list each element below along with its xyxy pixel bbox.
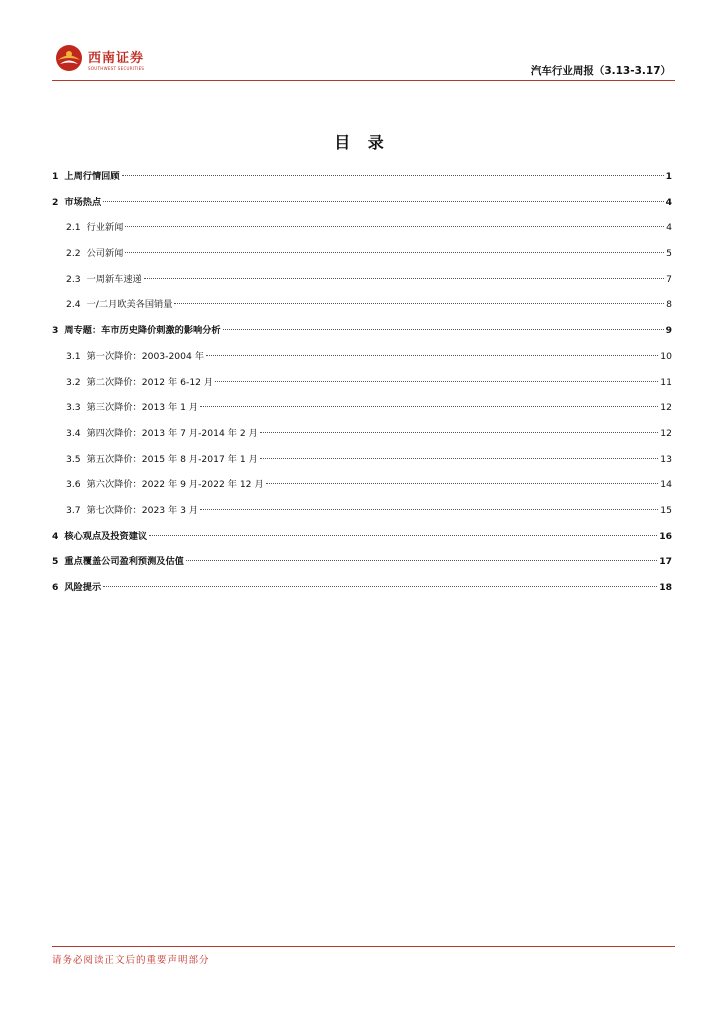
toc-entry[interactable] xyxy=(52,579,672,605)
toc-entry[interactable] xyxy=(52,168,672,194)
toc-entry-title: 公司新闻 xyxy=(86,248,124,260)
toc-entry-number: 3.1 xyxy=(66,350,81,362)
toc-dot-leader xyxy=(103,586,657,587)
toc-entry-number: 3.5 xyxy=(66,453,81,465)
toc-dot-leader xyxy=(200,406,658,407)
toc-dot-leader xyxy=(266,483,659,484)
logo-emblem-icon xyxy=(54,43,84,73)
toc-entry-page: 12 xyxy=(660,402,672,414)
toc-entry[interactable] xyxy=(52,553,672,579)
toc-entry-page: 17 xyxy=(659,556,672,568)
toc-entry-page: 11 xyxy=(660,376,672,388)
toc-entry-number: 3.7 xyxy=(66,504,81,516)
toc-entry-title: 上周行情回顾 xyxy=(64,171,120,182)
toc-entry-title: 第二次降价：2012 年 6-12 月 xyxy=(86,376,214,388)
toc-entry-page: 9 xyxy=(665,325,672,337)
toc-entry-number: 1 xyxy=(52,171,59,182)
toc-dot-leader xyxy=(103,201,663,202)
page-header xyxy=(52,38,675,82)
toc-dot-leader xyxy=(186,560,657,561)
toc-dot-leader xyxy=(149,535,657,536)
toc-entry-number: 5 xyxy=(52,556,59,568)
toc-entry[interactable] xyxy=(52,322,672,348)
toc-entry[interactable] xyxy=(52,348,672,374)
toc-entry-number: 4 xyxy=(52,530,59,542)
toc-entry-page: 4 xyxy=(665,196,672,208)
toc-dot-leader xyxy=(125,252,664,253)
toc-entry[interactable] xyxy=(52,296,672,322)
toc-entry-number: 3.6 xyxy=(66,479,81,491)
toc-entry-title: 行业新闻 xyxy=(86,222,124,234)
toc-dot-leader xyxy=(125,226,664,227)
toc-entry-title: 市场热点 xyxy=(64,196,102,208)
toc-entry-title: 风险提示 xyxy=(64,582,102,593)
toc-entry-page: 7 xyxy=(666,273,672,285)
toc-entry-page: 16 xyxy=(659,530,672,542)
toc-entry-number: 6 xyxy=(52,582,59,593)
toc-dot-leader xyxy=(260,458,659,459)
toc-dot-leader xyxy=(122,175,664,176)
toc-entry-number: 3.3 xyxy=(66,402,81,414)
header-divider xyxy=(52,80,675,81)
toc-entry[interactable] xyxy=(52,245,672,271)
footer-divider xyxy=(52,946,675,947)
toc-entry-number: 2 xyxy=(52,196,59,208)
toc-entry-number: 3 xyxy=(52,325,59,337)
toc-entry[interactable] xyxy=(52,194,672,220)
toc-dot-leader xyxy=(174,303,664,304)
logo-name-en: SOUTHWEST SECURITIES xyxy=(88,66,145,71)
toc-entry-page: 18 xyxy=(659,582,672,593)
toc-entry-title: 第五次降价：2015 年 8 月-2017 年 1 月 xyxy=(86,453,258,465)
toc-dot-leader xyxy=(223,329,664,330)
table-of-contents xyxy=(52,168,672,605)
toc-dot-leader xyxy=(200,509,658,510)
toc-heading: 目 录 xyxy=(334,133,390,152)
toc-entry[interactable] xyxy=(52,219,672,245)
toc-entry-page: 4 xyxy=(666,222,672,234)
toc-entry-title: 第七次降价：2023 年 3 月 xyxy=(86,504,199,516)
toc-entry-title: 第三次降价：2013 年 1 月 xyxy=(86,402,199,414)
toc-entry-number: 2.2 xyxy=(66,248,81,260)
toc-dot-leader xyxy=(215,381,658,382)
toc-entry-title: 重点覆盖公司盈利预测及估值 xyxy=(64,556,184,568)
toc-entry[interactable] xyxy=(52,451,672,477)
toc-entry-title: 第一次降价：2003-2004 年 xyxy=(86,350,204,362)
toc-entry[interactable] xyxy=(52,374,672,400)
footer-disclaimer: 请务必阅读正文后的重要声明部分 xyxy=(52,955,210,966)
toc-entry[interactable] xyxy=(52,399,672,425)
toc-entry-page: 14 xyxy=(660,479,672,491)
toc-entry-number: 2.3 xyxy=(66,273,81,285)
toc-entry-title: 一/二月欧美各国销量 xyxy=(86,299,173,311)
toc-entry[interactable] xyxy=(52,528,672,554)
toc-entry[interactable] xyxy=(52,425,672,451)
toc-entry-title: 核心观点及投资建议 xyxy=(64,530,148,542)
toc-entry[interactable] xyxy=(52,476,672,502)
toc-entry-page: 10 xyxy=(660,350,672,362)
toc-dot-leader xyxy=(260,432,659,433)
toc-entry-number: 2.1 xyxy=(66,222,81,234)
toc-entry-page: 13 xyxy=(660,453,672,465)
toc-entry-number: 3.4 xyxy=(66,427,81,439)
toc-entry-title: 一周新车速递 xyxy=(86,273,142,285)
toc-entry-title: 第四次降价：2013 年 7 月-2014 年 2 月 xyxy=(86,427,258,439)
toc-entry[interactable] xyxy=(52,502,672,528)
toc-entry-number: 3.2 xyxy=(66,376,81,388)
report-title: 汽车行业周报（3.13-3.17） xyxy=(530,65,671,77)
toc-entry-title: 第六次降价：2022 年 9 月-2022 年 12 月 xyxy=(86,479,264,491)
toc-entry-page: 15 xyxy=(660,504,672,516)
toc-dot-leader xyxy=(206,355,658,356)
toc-entry-page: 1 xyxy=(665,171,672,182)
toc-entry[interactable] xyxy=(52,271,672,297)
toc-entry-number: 2.4 xyxy=(66,299,81,311)
toc-entry-page: 5 xyxy=(666,248,672,260)
toc-entry-title: 周专题：车市历史降价刺激的影响分析 xyxy=(64,325,221,337)
toc-entry-page: 8 xyxy=(666,299,672,311)
logo-name-cn: 西南证券 xyxy=(88,51,145,66)
toc-dot-leader xyxy=(144,278,664,279)
toc-entry-page: 12 xyxy=(660,427,672,439)
company-logo xyxy=(52,38,172,78)
